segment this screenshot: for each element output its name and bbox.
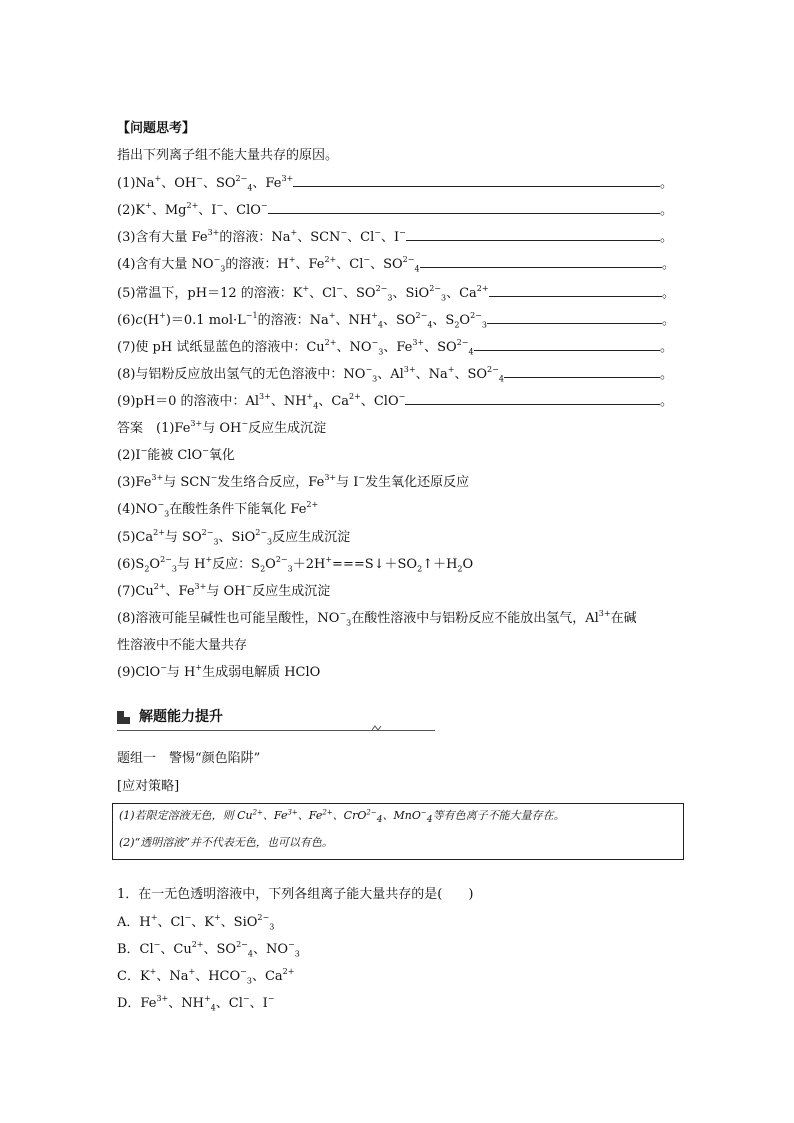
question-line: (8)与铝粉反应放出氢气的无色溶液中：$NO^-_3$、$Al^{3+}$、Na+、$SO^{2-}_4$ 。 bbox=[117, 363, 673, 385]
strategy-box bbox=[112, 803, 684, 860]
strategy-box-line: (2)“透明溶液”并不代表无色，也可以有色。 bbox=[119, 836, 333, 849]
line-period: 。 bbox=[660, 203, 674, 218]
thinking-intro: 指出下列离子组不能大量共存的原因。 bbox=[117, 148, 339, 163]
answer-blank bbox=[420, 253, 662, 268]
answer-blank bbox=[504, 363, 660, 378]
line-period: 。 bbox=[660, 230, 674, 245]
answer-blank bbox=[406, 226, 660, 241]
option-b: B．Cl−、$Cu^{2+}$、$SO^{2-}_4$、$NO^-_3$ bbox=[117, 939, 300, 959]
option-d: D．$Fe^{3+}$、$NH^+_4$、Cl−、I− bbox=[117, 993, 275, 1013]
question-line: (2)K+、$Mg^{2+}$、I−、ClO− 。 bbox=[117, 199, 673, 221]
answer-line: $(4)NO^-_3$在酸性条件下能氧化 $Fe^{2+}$ bbox=[117, 499, 319, 519]
answer-line: 答案 $(1)Fe^{3+}$与 OH−反应生成沉淀 bbox=[117, 418, 327, 436]
section-title: 解题能力提升 bbox=[139, 709, 223, 725]
option-c: C．K+、Na+、$HCO^-_3$、$Ca^{2+}$ bbox=[117, 966, 295, 986]
section-header bbox=[117, 706, 437, 732]
group-title: 题组一 警惕“颜色陷阱” bbox=[117, 751, 261, 766]
question-line: (6)c(H+)＝0.1 $mol\cdot L^{-1}$的溶液：Na+、$NH^+_4$、$SO^{2-}_4$、$S_2O^{2-}_3$ 。 bbox=[117, 309, 675, 331]
divider-notch-icon bbox=[372, 725, 382, 731]
problem-thinking-heading: 【问题思考】 bbox=[117, 121, 196, 136]
line-period: 。 bbox=[660, 176, 674, 191]
section-divider bbox=[117, 730, 435, 731]
answer-blank bbox=[489, 282, 662, 297]
answer-line: (8)溶液可能呈碱性也可能呈酸性，$NO^-_3$在酸性溶液中与铝粉反应不能放出氢气，$Al^{3+}$在碱 bbox=[117, 608, 637, 628]
line-period: 。 bbox=[660, 340, 674, 355]
question-line: (9)pH＝0 的溶液中：$Al^{3+}$、$NH^+_4$、$Ca^{2+}$、ClO− 。 bbox=[117, 390, 673, 412]
option-a: A．H+、Cl−、K+、SiO$^{2-}_3$ bbox=[117, 912, 275, 932]
line-period: 。 bbox=[660, 367, 674, 382]
answer-blank bbox=[474, 336, 660, 351]
question-line: (5)常温下，pH＝12 的溶液：K+、Cl−、$SO^{2-}_3$、SiO$^{2-}_3$、$Ca^{2+}$ 。 bbox=[117, 282, 675, 304]
line-period: 。 bbox=[660, 394, 674, 409]
answer-blank bbox=[268, 199, 660, 214]
answer-line: $(6)S_2O^{2-}_3$与 H+反应：$S_2O^{2-}_3+2H^+===S↓+SO_2↑+H_2O$ bbox=[117, 554, 474, 574]
answer-blank bbox=[293, 172, 660, 187]
question-line: (7)使 pH 试纸显蓝色的溶液中：$Cu^{2+}$、$NO^-_3$、$Fe^{3+}$、$SO^{2-}_4$ 。 bbox=[117, 336, 673, 358]
answer-line: $(3)Fe^{3+}$与 SCN−发生络合反应，$Fe^{3+}$与 I−发生氧化还原反应 bbox=[117, 472, 470, 490]
answer-line: $(5)Ca^{2+}$与 $SO^{2-}_3$、SiO$^{2-}_3$反应生成沉淀 bbox=[117, 527, 351, 547]
question-line: (1)Na+、OH−、$SO^{2-}_4$、$Fe^{3+}$ 。 bbox=[117, 172, 673, 194]
question-line: (3)含有大量 $Fe^{3+}$的溶液：Na+、SCN−、Cl−、I− 。 bbox=[117, 226, 673, 248]
strategy-box-line: (1)若限定溶液无色，则 $Cu^{2+}$、$Fe^{3+}$、$Fe^{2+}$、CrO$^{2-}_4$、MnO−$_4$等有色离子不能大量存在。 bbox=[119, 808, 565, 826]
strategy-label: [应对策略] bbox=[117, 779, 180, 794]
line-period: 。 bbox=[662, 257, 676, 272]
section-square-icon bbox=[117, 711, 130, 724]
answer-line: $(7)Cu^{2+}$、$Fe^{3+}$与 OH−反应生成沉淀 bbox=[117, 581, 331, 599]
line-period: 。 bbox=[662, 286, 676, 301]
question-line: (4)含有大量 $NO^-_3$的溶液：H+、$Fe^{2+}$、Cl−、$SO^{2-}_4$ 。 bbox=[117, 253, 675, 275]
line-period: 。 bbox=[662, 313, 676, 328]
question-stem: 1．在一无色透明溶液中，下列各组离子能大量共存的是( ) bbox=[117, 887, 474, 902]
answer-blank bbox=[405, 390, 660, 405]
answer-line: (2)I−能被 ClO−氧化 bbox=[117, 445, 235, 463]
answer-line: 性溶液中不能大量共存 bbox=[117, 638, 248, 653]
answer-blank bbox=[487, 309, 662, 324]
answer-line: (9)ClO−与 H+生成弱电解质 HClO bbox=[117, 662, 321, 680]
